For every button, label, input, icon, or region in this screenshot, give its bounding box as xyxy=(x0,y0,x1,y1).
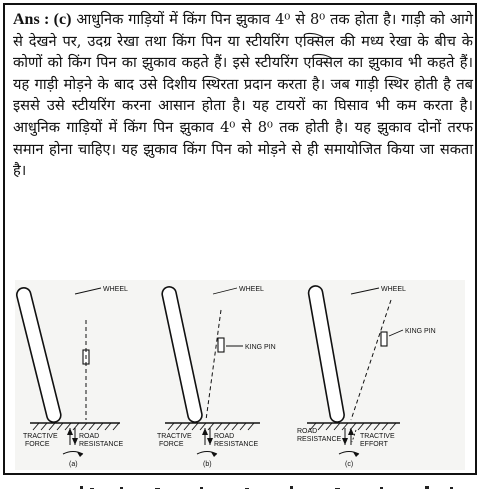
diagram-a xyxy=(15,286,128,468)
wheel-label-b: WHEEL xyxy=(239,286,264,293)
king-pin-inclination-figure xyxy=(15,280,465,470)
wheel-c xyxy=(307,285,345,423)
svg-text:RESISTANCE: RESISTANCE xyxy=(79,441,124,448)
caption-c: (c) xyxy=(345,461,354,468)
answer-text: आधुनिक गाड़ियों में किंग पिन झुकाव 4⁰ से 8⁰ तक होता है। गाड़ी को आगे से देखने पर, उदग्र रेखा तथा किंग पिन या स्टीयरिंग एक्सिल की मध्य रेखा के बीच के कोणों को किंग पिन का झुकाव कहते हैं। इसे स्टीयरिंग एक्सिल का झुकाव भी कहते हैं। यह गाड़ी मोड़ने के बाद उसे दिशीय स्थिरता प्रदान करता है। जब गाड़ी स्थिर होती है तब इससे उसे स्टीयरिंग करना आसान होता है। यह टायरों का घिसाव भी कम करता है। आधुनिक गाड़ियों में किंग पिन झुकाव 4⁰ से 8⁰ तक होती है। यह झुकाव दोनों तरफ समान होना चाहिए। यह झुकाव किंग पिन को मोड़ने से ही समायोजित किया जा सकता है। xyxy=(13,11,474,180)
svg-text:RESISTANCE: RESISTANCE xyxy=(214,441,259,448)
right-force-label-c: TRACTIVE xyxy=(360,433,395,440)
wheel-label-c: WHEEL xyxy=(381,286,406,293)
diagram-b xyxy=(157,286,276,468)
right-force-label-b: ROAD xyxy=(214,433,235,440)
left-force-label-a: TRACTIVE xyxy=(23,433,58,440)
caption-b: (b) xyxy=(203,461,212,468)
king-pin-label-c: KING PIN xyxy=(405,328,436,335)
wheel-b xyxy=(161,286,203,424)
answer-paragraph xyxy=(13,9,473,182)
wheel-label-a: WHEEL xyxy=(103,286,128,293)
svg-text:EFFORT: EFFORT xyxy=(360,441,388,448)
wheel-a xyxy=(15,286,62,423)
caption-a: (a) xyxy=(69,461,78,468)
answer-option-label: Ans : (c) xyxy=(13,11,72,28)
diagram-c xyxy=(297,285,436,468)
left-force-label-b: TRACTIVE xyxy=(157,433,192,440)
svg-text:FORCE: FORCE xyxy=(159,441,184,448)
answer-card xyxy=(3,3,477,475)
svg-text:RESISTANCE: RESISTANCE xyxy=(297,436,342,443)
svg-text:FORCE: FORCE xyxy=(25,441,50,448)
cutoff-next-line-fragment xyxy=(80,479,460,489)
right-force-label-a: ROAD xyxy=(79,433,100,440)
king-pin-label-b: KING PIN xyxy=(245,344,276,351)
left-force-label-c: ROAD xyxy=(297,428,318,435)
